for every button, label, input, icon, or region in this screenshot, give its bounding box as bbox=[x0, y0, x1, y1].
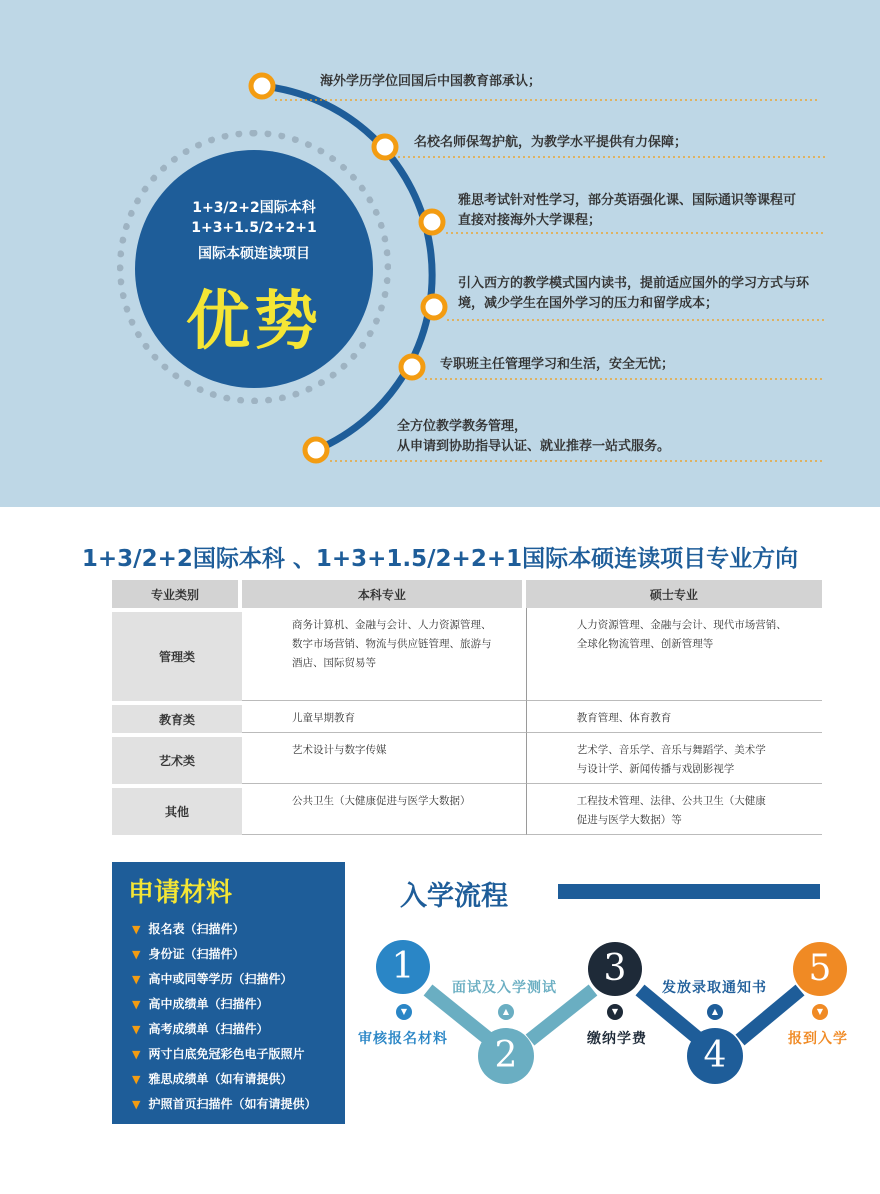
material-label: 高考成绩单（扫描件） bbox=[148, 1022, 269, 1036]
bachelor-line: 艺术设计与数字传媒 bbox=[292, 744, 387, 756]
process-title: 入学流程 bbox=[400, 881, 508, 912]
material-label: 高中或同等学历（扫描件） bbox=[148, 972, 293, 986]
advantage-item-3b: 直接对接海外大学课程； bbox=[458, 213, 602, 228]
category-cell: 教育类 bbox=[112, 701, 242, 733]
step-4-label: 发放录取通知书 bbox=[662, 980, 767, 996]
advantage-item-4b: 境，减少学生在国外学习的压力和留学成本； bbox=[458, 296, 719, 311]
step-1-circle: 1 bbox=[376, 940, 430, 994]
circle-line-3: 国际本硕连读项目 bbox=[198, 246, 310, 262]
up-arrow-icon: ▲ bbox=[498, 1004, 514, 1020]
down-arrow-icon: ▼ bbox=[812, 1004, 828, 1020]
triangle-down-icon: ▼ bbox=[132, 923, 141, 936]
advantage-item-2: 名校名师保驾护航，为教学水平提供有力保障； bbox=[414, 135, 688, 150]
step-4-circle: 4 bbox=[687, 1028, 743, 1084]
majors-title: 1+3/2+2国际本科 、1+3+1.5/2+2+1国际本硕连读项目专业方向 bbox=[81, 546, 799, 572]
material-label: 报名表（扫描件） bbox=[148, 922, 245, 936]
category-cell: 其他 bbox=[112, 784, 242, 835]
triangle-down-icon: ▼ bbox=[132, 948, 141, 961]
triangle-down-icon: ▼ bbox=[132, 1073, 141, 1086]
material-label: 两寸白底免冠彩色电子版照片 bbox=[148, 1047, 305, 1061]
header-category: 专业类别 bbox=[112, 580, 242, 608]
step-2-circle: 2 bbox=[478, 1028, 534, 1084]
circle-line-1: 1+3/2+2国际本科 bbox=[192, 200, 316, 216]
step-2-label: 面试及入学测试 bbox=[452, 980, 557, 996]
advantage-item-3a: 雅思考试针对性学习，部分英语强化课、国际通识等课程可 bbox=[458, 193, 797, 208]
triangle-down-icon: ▼ bbox=[132, 1023, 141, 1036]
triangle-down-icon: ▼ bbox=[132, 998, 141, 1011]
material-label: 雅思成绩单（如有请提供） bbox=[148, 1072, 293, 1086]
master-line: 人力资源管理、金融与会计、现代市场营销、 bbox=[576, 619, 787, 631]
down-arrow-icon: ▼ bbox=[607, 1004, 623, 1020]
header-bachelor: 本科专业 bbox=[242, 580, 526, 608]
bachelor-line: 数字市场营销、物流与供应链管理、旅游与 bbox=[292, 638, 492, 650]
material-label: 身份证（扫描件） bbox=[148, 947, 245, 961]
master-line: 教育管理、体育教育 bbox=[576, 712, 672, 724]
advantage-item-6b: 从申请到协助指导认证、就业推荐一站式服务。 bbox=[397, 439, 671, 454]
advantage-item-4a: 引入西方的教学模式国内读书，提前适应国外的学习方式与环 bbox=[458, 276, 810, 291]
triangle-down-icon: ▼ bbox=[132, 973, 141, 986]
step-1-label: 审核报名材料 bbox=[358, 1031, 448, 1047]
up-arrow-icon: ▲ bbox=[707, 1004, 723, 1020]
master-line: 促进与医学大数据）等 bbox=[576, 814, 682, 826]
triangle-down-icon: ▼ bbox=[132, 1048, 141, 1061]
material-label: 高中成绩单（扫描件） bbox=[148, 997, 269, 1011]
category-cell: 艺术类 bbox=[112, 733, 242, 784]
bachelor-line: 儿童早期教育 bbox=[292, 712, 355, 724]
master-line: 艺术学、音乐学、音乐与舞蹈学、美术学 bbox=[576, 744, 766, 756]
header-master: 硕士专业 bbox=[526, 580, 822, 608]
master-line: 工程技术管理、法律、公共卫生（大健康 bbox=[576, 795, 766, 807]
bachelor-line: 公共卫生（大健康促进与医学大数据） bbox=[292, 795, 471, 807]
advantage-item-5: 专职班主任管理学习和生活，安全无忧； bbox=[440, 357, 675, 372]
advantage-item-1: 海外学历学位回国后中国教育部承认； bbox=[320, 74, 542, 89]
circle-line-2: 1+3+1.5/2+2+1 bbox=[191, 220, 317, 236]
step-3-circle: 3 bbox=[588, 942, 642, 996]
material-label: 护照首页扫描件（如有请提供） bbox=[148, 1097, 317, 1111]
master-line: 与设计学、新闻传播与戏剧影视学 bbox=[576, 763, 735, 775]
master-line: 全球化物流管理、创新管理等 bbox=[576, 638, 714, 650]
bachelor-line: 酒店、国际贸易等 bbox=[292, 657, 376, 669]
category-cell: 管理类 bbox=[112, 608, 242, 701]
step-5-label: 报到入学 bbox=[788, 1031, 848, 1047]
down-arrow-icon: ▼ bbox=[396, 1004, 412, 1020]
bachelor-line: 商务计算机、金融与会计、人力资源管理、 bbox=[292, 619, 492, 631]
advantage-heading: 优势 bbox=[186, 285, 322, 359]
advantage-item-6a: 全方位教学教务管理， bbox=[397, 419, 528, 434]
materials-title: 申请材料 bbox=[128, 878, 233, 908]
step-5-circle: 5 bbox=[793, 942, 847, 996]
triangle-down-icon: ▼ bbox=[132, 1098, 141, 1111]
step-3-label: 缴纳学费 bbox=[587, 1031, 647, 1047]
